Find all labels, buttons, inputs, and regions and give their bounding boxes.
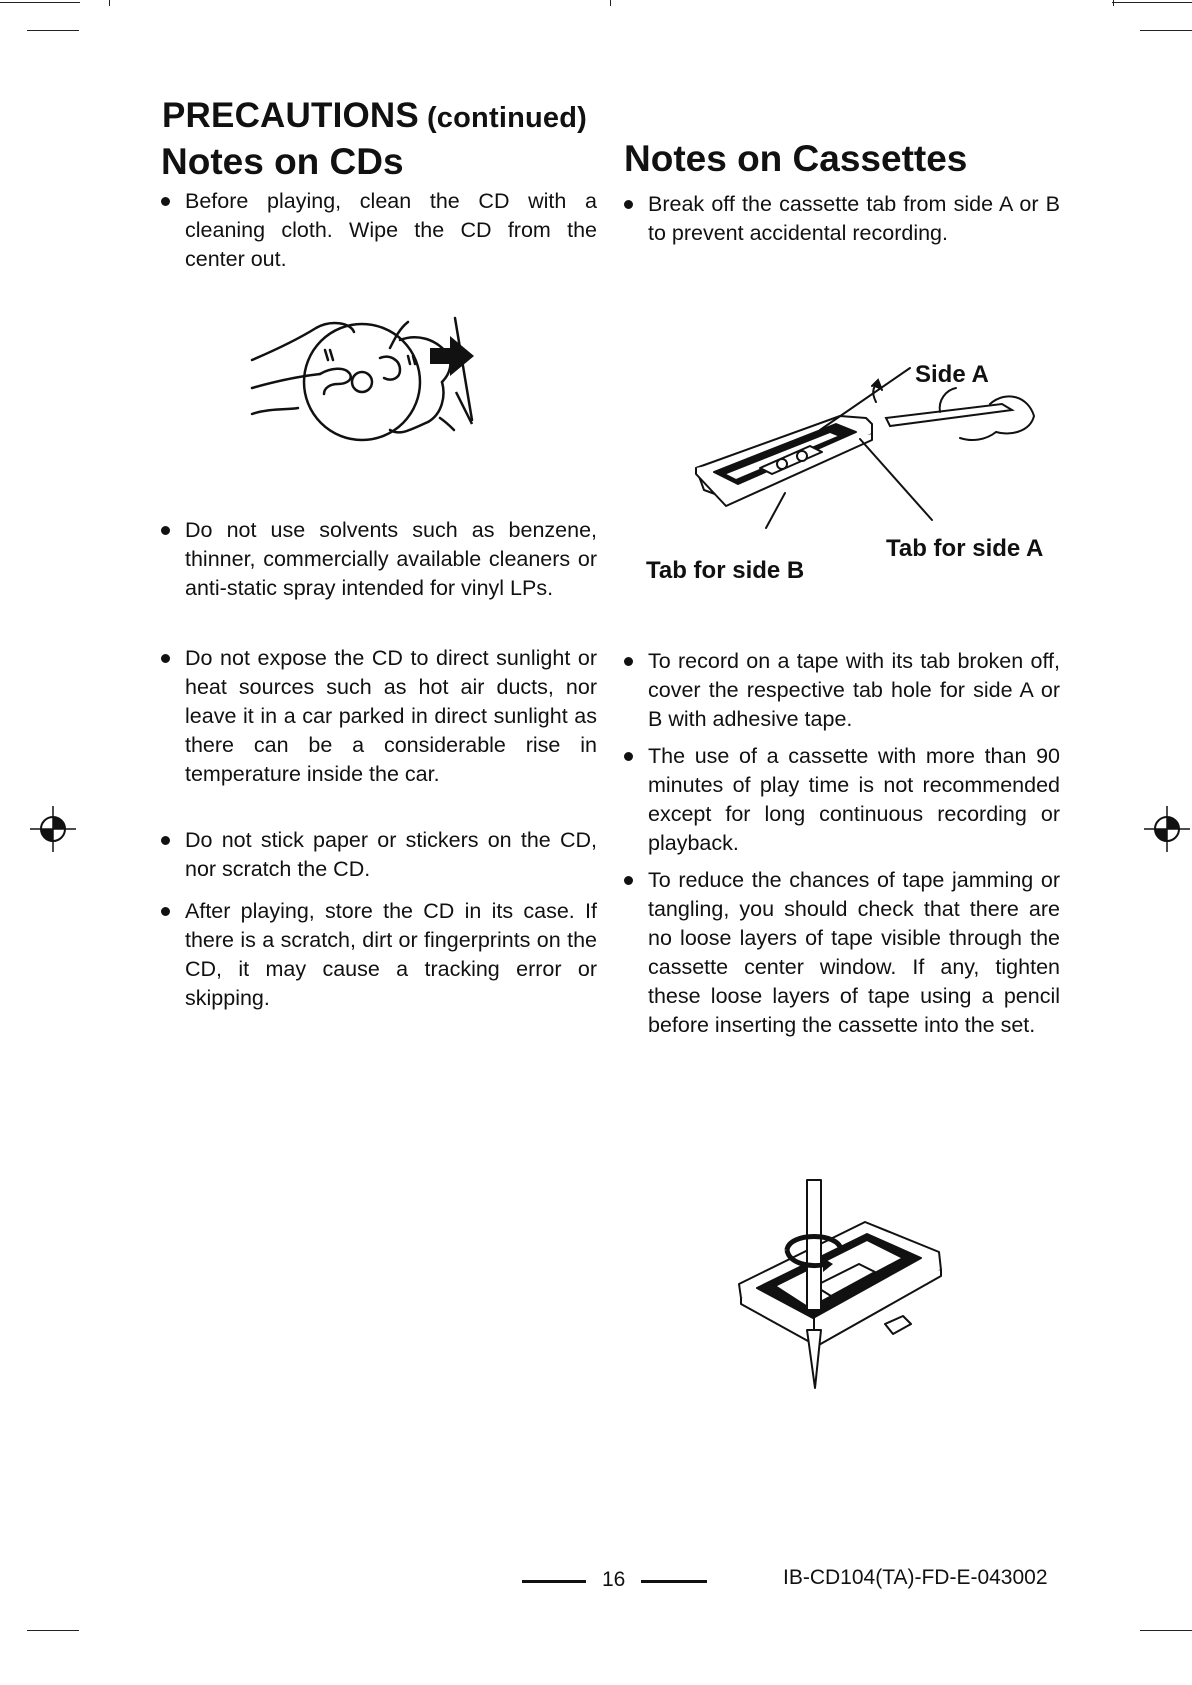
tab-side-a-label: Tab for side A	[886, 535, 1044, 562]
cassette-note-item: To record on a tape with its tab broken off, cover the respective tab hole for side A or B with adhesive tape.	[648, 647, 1060, 734]
crop-mark	[27, 30, 79, 31]
title-suffix: (continued)	[426, 102, 588, 134]
crop-mark	[0, 2, 80, 3]
cassette-notes-heading: Notes on Cassettes	[624, 138, 968, 179]
cassette-note-item: Break off the cassette tab from side A or B to prevent accidental recording.	[648, 190, 1060, 248]
page-number: 16	[602, 1568, 626, 1591]
cd-note-item: Do not expose the CD to direct sunlight or heat sources such as hot air ducts, nor leave it in a car parked in direct sunlight as there can be a considerable rise in temperature inside the car.	[185, 644, 597, 789]
footer-rule-left	[522, 1580, 586, 1583]
page-title	[162, 96, 587, 136]
registration-mark-left	[30, 806, 76, 852]
crop-mark	[27, 1630, 79, 1631]
cd-note-item: Do not stick paper or stickers on the CD, nor scratch the CD.	[185, 826, 597, 884]
cassette-note-item: To reduce the chances of tape jamming or tangling, you should check that there are no loose layers of tape visible through the cassette center window. If any, tighten these loose layers of tape using a pencil before inserting the cassette into the set.	[648, 866, 1060, 1040]
crop-mark	[1112, 2, 1192, 3]
document-code: IB-CD104(TA)-FD-E-043002	[783, 1566, 1048, 1589]
cd-note-item: Do not use solvents such as benzene, thinner, commercially available cleaners or anti-static spray intended for vinyl LPs.	[185, 516, 597, 603]
cd-note-item: Before playing, clean the CD with a cleaning cloth. Wipe the CD from the center out.	[185, 187, 597, 274]
pencil-cassette-illustration	[735, 1180, 950, 1390]
cd-note-item: After playing, store the CD in its case. If there is a scratch, dirt or fingerprints on the CD, it may cause a tracking error or skipping.	[185, 897, 597, 1013]
cd-notes-heading: Notes on CDs	[161, 141, 404, 182]
crop-mark	[109, 0, 110, 6]
tab-side-b-label: Tab for side B	[646, 557, 805, 584]
crop-mark	[1113, 0, 1114, 6]
cd-cleaning-illustration	[250, 318, 505, 453]
crop-mark	[610, 0, 611, 6]
registration-mark-right	[1144, 806, 1190, 852]
cassette-note-item: The use of a cassette with more than 90 minutes of play time is not recommended except for long continuous recording or playback.	[648, 742, 1060, 858]
crop-mark	[1140, 1630, 1192, 1631]
side-a-label: Side A	[915, 361, 989, 388]
cassette-tab-illustration	[690, 360, 1050, 560]
footer-rule-right	[641, 1580, 707, 1583]
title-main: PRECAUTIONS	[162, 96, 419, 135]
crop-mark	[1140, 30, 1192, 31]
